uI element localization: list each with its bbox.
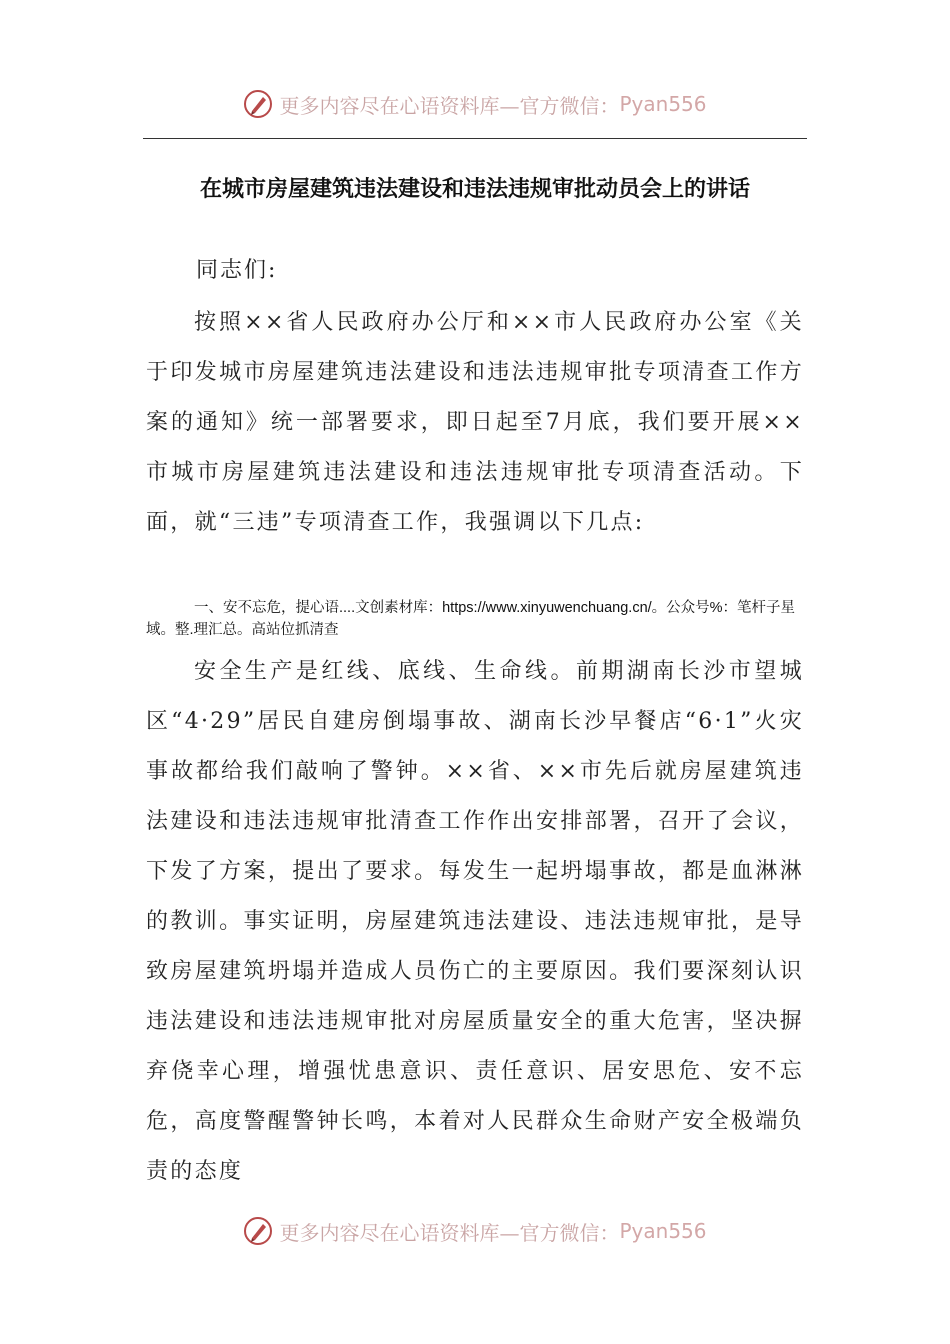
watermark-main-text: 更多内容尽在心语资料库 — [279, 1220, 500, 1245]
section-heading: 一、安不忘危，提心语....文创素材库：https://www.xinyuwenchuang.cn/。公众号%：笔杆子星域。整.理汇总。高站位抓清查 — [146, 600, 796, 638]
body-paragraph: 安全生产是红线、底线、生命线。前期湖南长沙市望城区“4·29”居民自建房倒塌事故、湖南长沙早餐店“6·1”火灾事故都给我们敲响了警钟。××省、××市先后就房屋建筑违法建设和违法违规审批清查工作作出安排部署，召开了会议，下发了方案，提出了要求。每发生一起坍塌事故，都是血淋淋的教训。事实证明，房屋建筑违法建设、违法违规审批，是导致房屋建筑坍塌并造成人员伤亡的主要原因。我们要深刻认识违法建设和违法违规审批对房屋质量安全的重大危害，坚决摒弃侥幸心理，增强忧患意识、责任意识、居安思危、安不忘危，高度警醒警钟长鸣，本着对人民群众生命财产安全极端负责的态度 — [146, 659, 804, 1184]
watermark-tail-text: —官方微信： — [499, 1220, 620, 1245]
pen-logo-icon — [243, 89, 273, 119]
watermark-main-text: 更多内容尽在心语资料库 — [279, 93, 500, 118]
header-divider — [143, 138, 807, 139]
header-watermark — [0, 84, 950, 124]
footer-watermark — [0, 1211, 950, 1251]
watermark-tail-text: —官方微信： — [499, 93, 620, 118]
salutation: 同志们: — [196, 258, 278, 283]
watermark-wechat-id: Pyan556 — [619, 1219, 707, 1243]
watermark-wechat-id: Pyan556 — [619, 92, 707, 116]
document-title: 在城市房屋建筑违法建设和违法违规审批动员会上的讲话 — [199, 176, 750, 202]
pen-logo-icon — [243, 1216, 273, 1246]
body-paragraph: 按照××省人民政府办公厅和××市人民政府办公室《关于印发城市房屋建筑违法建设和违法违规审批专项清查工作方案的通知》统一部署要求，即日起至7月底，我们要开展××市城市房屋建筑违法建设和违法违规审批专项清查活动。下面，就“三违”专项清查工作，我强调以下几点: — [146, 310, 804, 535]
